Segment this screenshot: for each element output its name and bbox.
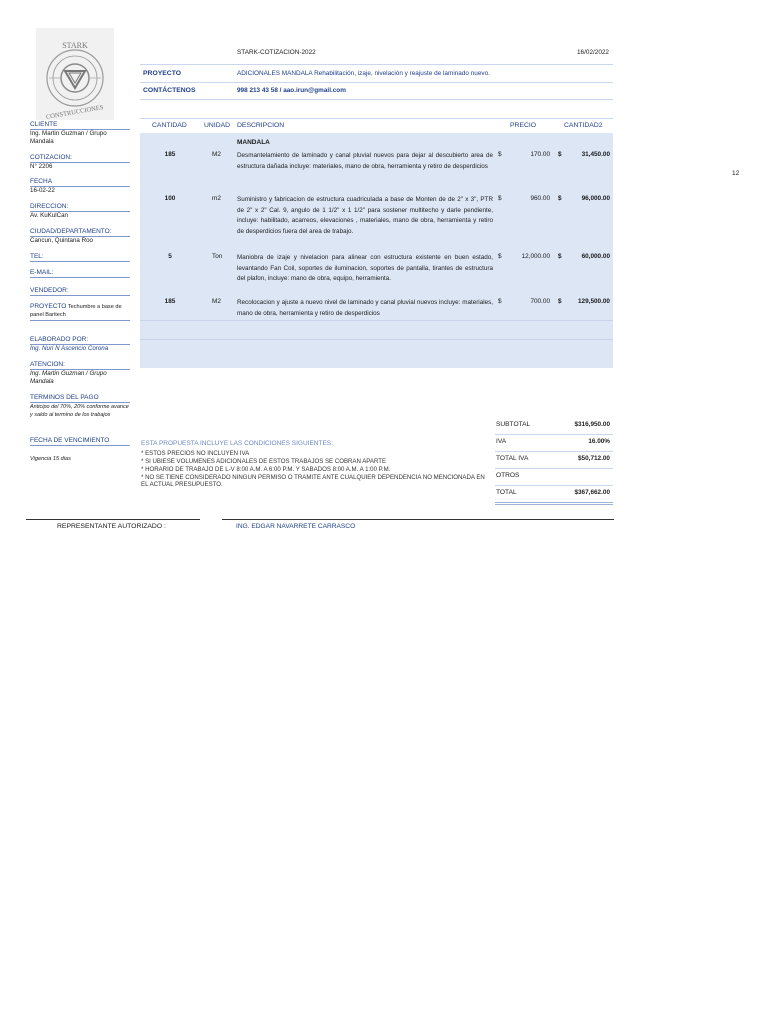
contacto-value[interactable]: 998 213 43 58 / aao.irun@gmail.com: [237, 87, 346, 94]
row-currency: $: [498, 253, 502, 260]
section-title: MANDALA: [237, 139, 270, 146]
row-currency2: $: [558, 298, 562, 305]
page-number: 12: [732, 170, 740, 177]
total-value: $367,662.00: [574, 489, 610, 496]
table-header: [140, 118, 613, 134]
row-cantidad: 185: [164, 151, 176, 158]
proyecto-value: ADICIONALES MANDALA Rehabilitación, izaje, nivelación y reajuste de laminado nuevo.: [237, 70, 490, 77]
contacto-label: CONTÁCTENOS: [143, 87, 196, 94]
row-currency2: $: [558, 253, 562, 260]
left-proyecto-value: Techumbre a base de panel Baritech: [30, 304, 122, 318]
cotizacion-value: N° 2206: [30, 163, 53, 170]
atencion-value: Ing. Martin Guzman / Grupo Mandala: [30, 370, 107, 385]
col-cantidad: CANTIDAD: [152, 122, 187, 129]
ciudad-label: CIUDAD/DEPARTAMENTO:: [30, 228, 130, 237]
row-precio: 960.00: [530, 195, 550, 202]
cliente-label: CLIENTE: [30, 121, 130, 130]
signature-line-left: [26, 519, 200, 520]
cotizacion-label: COTIZACION:: [30, 154, 130, 163]
row-unidad: M2: [212, 298, 221, 305]
direccion-value: Av. KuKulCan: [30, 212, 68, 219]
company-logo: [36, 28, 114, 120]
condition-line: * NO SE TIENE CONSIDERADO NINGUN PERMISO O TRAMITE ANTE CUALQUIER DEPENDENCIA NO MENCIONADA EN EL ACTUAL PRESUPUESTO.: [141, 474, 485, 489]
representative-name: ING. EDGAR NAVARRETE CARRASCO: [236, 523, 356, 530]
row-descripcion: Desmantelamiento de laminado y canal pluvial nuevos para dejar al descubierto area de estructura dañada incluye: materiales, mano de obra, herramienta y retiro de desperdicios: [237, 152, 493, 170]
left-proyecto: [30, 303, 130, 321]
row-total: 60,000.00: [581, 253, 610, 260]
terminos-value: Anticipo del 70%, 20% conforme avance y saldo al termino de los trabajos: [30, 404, 129, 418]
row-precio: 12,000.00: [521, 253, 550, 260]
row-descripcion: Maniobra de izaje y nivelacion para alinear con estructura existente en buen estado, levantando Fan Coil, soportes de iluminacion, soportes de pantalla, tirantes de estructura del plafon, incluye: mano de obra, equipo, herramienta.: [237, 254, 493, 282]
fecha-value: 16-02-22: [30, 187, 55, 194]
logo-top-text: STARK: [62, 41, 88, 50]
row-total: 129,500.00: [578, 298, 610, 305]
row-unidad: Ton: [212, 253, 223, 260]
total-iva-label: TOTAL IVA: [496, 455, 529, 462]
row-total: 31,450.00: [581, 151, 610, 158]
elaborado-value: Ing. Nuri N Ascencio Corona: [30, 345, 109, 352]
condition-line: * ESTOS PRECIOS NO INCLUYEN IVA: [141, 450, 250, 457]
subtotal-label: SUBTOTAL: [496, 421, 531, 428]
vencimiento-value: Vigencia 15 dias: [30, 456, 71, 462]
elaborado-label: ELABORADO POR:: [30, 336, 130, 345]
row-descripcion: Recolocacion y ajuste a nuevo nivel de laminado y canal pluvial nuevos incluye: materiales, mano de obra, herramienta y retiro de desperdicios: [237, 299, 493, 317]
conditions-title: ESTA PROPUESTA INCLUYE LAS CONDICIONES SIGUIENTES:: [141, 440, 333, 447]
row-descripcion: Suministro y fabricacion de estructura cuadriculada a base de Monten de de 2" x 3", PTR de 2" x 2" Cal. 9, angulo de 1 1/2" x 1 1/2" para sostener multitecho y darle pendiente, incluye: habilitado, acarreos, elevaciones , materiales, mano de obra, herramienta y retiro de desperdicios fuera del area de trabajo.: [237, 196, 493, 235]
document-date: 16/02/2022: [577, 49, 609, 56]
row-cantidad: 185: [164, 298, 176, 305]
contacto-row: [140, 83, 613, 100]
otros-label: OTROS: [496, 472, 520, 479]
total-iva-row: [495, 451, 613, 469]
table-body: [140, 133, 613, 368]
row-currency: $: [498, 298, 502, 305]
row-total: 96,000.00: [581, 195, 610, 202]
iva-label: IVA: [496, 438, 507, 445]
tel-label: TEL:: [30, 253, 130, 262]
col-precio: PRECIO: [510, 122, 537, 129]
col-cantidad2: CANTIDAD2: [564, 122, 603, 129]
fecha-label: FECHA: [30, 178, 130, 187]
col-unidad: UNIDAD: [204, 122, 231, 129]
iva-value: 16.00%: [588, 438, 610, 445]
row-precio: 170.00: [530, 151, 550, 158]
header-divider: [140, 64, 613, 65]
total-iva-value: $50,712.00: [578, 455, 610, 462]
stark-construcciones-logo-icon: [36, 28, 114, 120]
left-proyecto-label: PROYECTO: [30, 303, 67, 310]
condition-line: * SI UBIESE VOLUMENES ADICIONALES DE ESTOS TRABAJOS SE COBRAN APARTE: [141, 458, 387, 465]
row-cantidad: 100: [164, 195, 176, 202]
logo-bottom-text: CONSTRUCCIONES: [45, 104, 104, 120]
subtotal-row: [495, 417, 613, 435]
vendedor-label: VENDEDOR:: [30, 287, 130, 296]
cliente-value: Ing. Martin Guzman / Grupo Mandala: [30, 130, 107, 145]
total-label: TOTAL: [496, 489, 517, 496]
row-unidad: m2: [212, 195, 221, 202]
direccion-label: DIRECCION:: [30, 203, 130, 212]
representative-label: REPRESENTANTE AUTORIZADO :: [57, 523, 166, 530]
vencimiento-label: FECHA DE VENCIMIENTO: [30, 437, 130, 446]
signature-line-right: [222, 519, 614, 520]
document-id: STARK-COTIZACION-2022: [237, 49, 316, 56]
col-descripcion: DESCRIPCION: [237, 122, 285, 129]
table-divider: [140, 320, 613, 321]
otros-row: [495, 468, 613, 486]
proyecto-label: PROYECTO: [143, 70, 182, 77]
total-row: [495, 485, 613, 505]
terminos-label: TERMINOS DEL PAGO: [30, 394, 130, 403]
email-label: E-MAIL:: [30, 269, 130, 278]
subtotal-value: $316,950.00: [574, 421, 610, 428]
row-unidad: M2: [212, 151, 221, 158]
row-cantidad: 5: [168, 253, 172, 260]
atencion-label: ATENCION:: [30, 361, 130, 370]
ciudad-value: Cancun, Quintana Roo: [30, 237, 93, 244]
row-currency: $: [498, 151, 502, 158]
row-currency2: $: [558, 195, 562, 202]
row-currency2: $: [558, 151, 562, 158]
row-precio: 700.00: [530, 298, 550, 305]
iva-row: [495, 434, 613, 452]
row-currency: $: [498, 195, 502, 202]
table-divider: [140, 339, 613, 340]
condition-line: * HORARIO DE TRABAJO DE L-V 8:00 A.M. A 6:00 P.M. Y SABADOS 8:00 A.M. A 1:00 P.M.: [141, 466, 391, 473]
